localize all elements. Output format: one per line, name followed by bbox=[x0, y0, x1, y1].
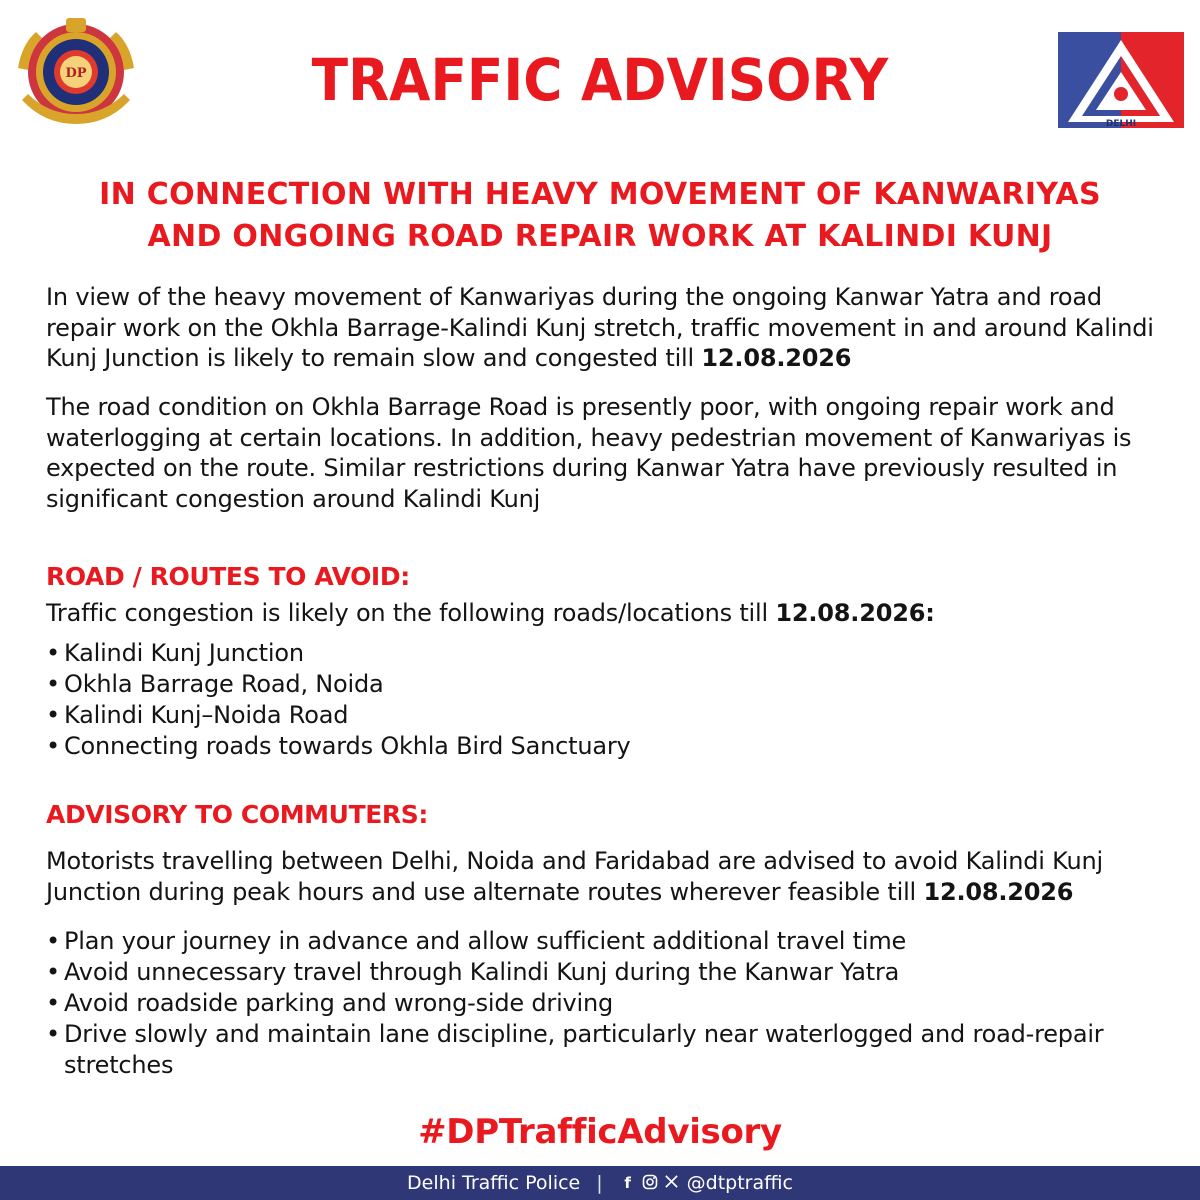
list-item: • Plan your journey in advance and allow sufficient additional travel time bbox=[46, 926, 1176, 957]
traffic-police-delhi-badge-icon bbox=[1058, 32, 1184, 128]
footer-separator: | bbox=[596, 1172, 603, 1194]
list-item: • Connecting roads towards Okhla Bird Sanctuary bbox=[46, 731, 1176, 762]
routes-lead-text: Traffic congestion is likely on the following roads/locations till bbox=[46, 599, 776, 627]
list-item: • Kalindi Kunj Junction bbox=[46, 638, 1176, 669]
footer-org-name: Delhi Traffic Police bbox=[407, 1172, 581, 1194]
list-item: • Avoid unnecessary travel through Kalindi Kunj during the Kanwar Yatra bbox=[46, 957, 1176, 988]
advisory-heading: ADVISORY TO COMMUTERS: bbox=[46, 800, 428, 829]
routes-list bbox=[46, 638, 1176, 762]
hashtag[interactable]: #DPTrafficAdvisory bbox=[418, 1112, 782, 1152]
footer-bar bbox=[0, 1166, 1200, 1200]
x-icon[interactable] bbox=[663, 1174, 681, 1192]
list-item: • Kalindi Kunj–Noida Road bbox=[46, 700, 1176, 731]
subtitle-line-1: IN CONNECTION WITH HEAVY MOVEMENT OF KANWARIYAS bbox=[99, 177, 1101, 212]
svg-text:DELHI: DELHI bbox=[1105, 119, 1137, 128]
routes-heading: ROAD / ROUTES TO AVOID: bbox=[46, 562, 410, 591]
intro-paragraph-2: The road condition on Okhla Barrage Road is presently poor, with ongoing repair work and waterlogging at certain locations. In addition, heavy pedestrian movement of Kanwariyas is expected on the route. Similar restrictions during Kanwar Yatra have previously resulted in significant congestion around Kalindi Kunj bbox=[46, 393, 1132, 513]
subtitle-line-2: AND ONGOING ROAD REPAIR WORK AT KALINDI KUNJ bbox=[147, 219, 1053, 254]
routes-lead bbox=[46, 598, 1166, 629]
intro-paragraph-1 bbox=[46, 282, 1166, 374]
advisory-lead-text: Motorists travelling between Delhi, Noida and Faridabad are advised to avoid Kalindi Kunj Junction during peak hours and use alternate routes wherever feasible till bbox=[46, 847, 1103, 906]
intro-date: 12.08.2026 bbox=[701, 344, 852, 373]
advisory-lead bbox=[46, 846, 1166, 907]
social-icons bbox=[619, 1174, 681, 1192]
instagram-icon[interactable] bbox=[641, 1174, 659, 1192]
advisory-list bbox=[46, 926, 1176, 1081]
list-item: • Drive slowly and maintain lane discipline, particularly near waterlogged and road-repair stretches bbox=[46, 1019, 1176, 1081]
facebook-icon[interactable]: f bbox=[624, 1174, 631, 1192]
advisory-subtitle bbox=[40, 174, 1160, 258]
svg-text:DP: DP bbox=[65, 66, 87, 81]
list-item: • Okhla Barrage Road, Noida bbox=[46, 669, 1176, 700]
header bbox=[0, 0, 1200, 150]
list-item: • Avoid roadside parking and wrong-side driving bbox=[46, 988, 1176, 1019]
page-title: TRAFFIC ADVISORY bbox=[311, 46, 889, 114]
intro-paragraph-1-text: In view of the heavy movement of Kanwariyas during the ongoing Kanwar Yatra and road repair work on the Okhla Barrage-Kalindi Kunj stretch, traffic movement in and around Kalindi Kunj Junction is likely to remain slow and congested till bbox=[46, 283, 1154, 373]
footer-handle[interactable]: @dtptraffic bbox=[686, 1172, 793, 1194]
advisory-lead-date: 12.08.2026 bbox=[923, 877, 1074, 906]
routes-lead-date: 12.08.2026: bbox=[775, 599, 935, 627]
